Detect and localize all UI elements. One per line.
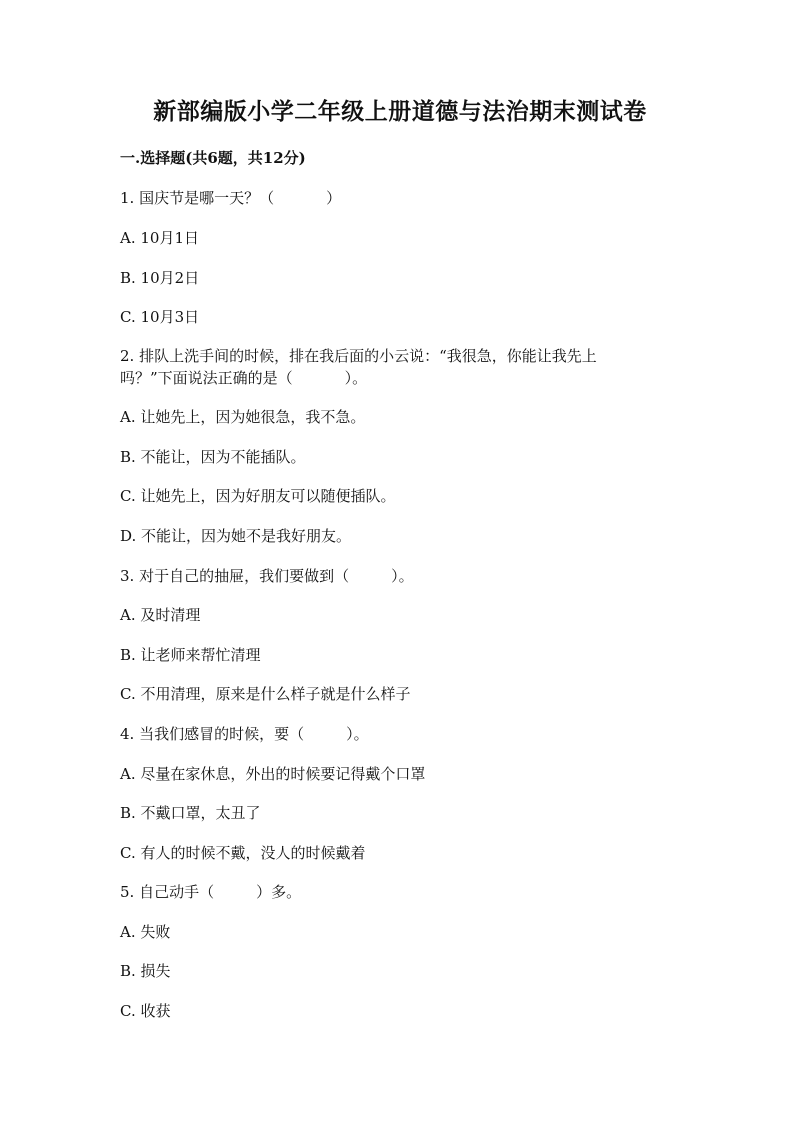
question-5-option-c: C. 收获 [120,1002,171,1020]
question-4-option-a: A. 尽量在家休息，外出的时候要记得戴个口罩 [120,765,426,783]
question-2-option-b: B. 不能让，因为不能插队。 [120,448,306,466]
question-5-stem-end: ）多。 [256,883,302,901]
question-4-stem-end: ）。 [346,725,369,743]
section-heading: 一.选择题(共6题，共12分) [120,149,306,167]
question-2-option-a: A. 让她先上，因为她很急，我不急。 [120,408,366,426]
exam-title: 新部编版小学二年级上册道德与法治期末测试卷 [153,98,647,125]
question-1-stem [120,187,341,209]
question-5-option-a: A. 失败 [120,923,171,941]
question-4-stem-text: 4. 当我们感冒的时候，要（ [120,725,305,743]
question-2-stem-line1: 2. 排队上洗手间的时候，排在我后面的小云说：“我很急，你能让我先上 [120,347,597,365]
question-3-option-c: C. 不用清理，原来是什么样子就是什么样子 [120,685,411,703]
question-2-stem-end: ）。 [344,369,368,387]
question-1-option-b: B. 10月2日 [120,269,200,287]
question-4-option-c: C. 有人的时候不戴，没人的时候戴着 [120,844,366,862]
question-1-stem-text: 1. 国庆节是哪一天？（ [120,189,275,207]
question-1-option-a: A. 10月1日 [120,229,199,247]
question-3-stem [120,565,414,587]
question-3-stem-text: 3. 对于自己的抽屉，我们要做到（ [120,567,350,585]
question-3-stem-end: ）。 [391,567,414,585]
question-3-option-a: A. 及时清理 [120,606,201,624]
question-2-option-c: C. 让她先上，因为好朋友可以随便插队。 [120,487,396,505]
question-2-stem-line2 [120,367,367,389]
question-4-option-b: B. 不戴口罩，太丑了 [120,804,261,822]
question-4-stem [120,723,369,745]
question-2-option-d: D. 不能让，因为她不是我好朋友。 [120,527,352,545]
question-2-stem-text: 吗？”下面说法正确的是（ [120,369,293,387]
question-5-option-b: B. 损失 [120,962,171,980]
question-1-stem-end: ） [326,189,342,207]
question-5-stem-text: 5. 自己动手（ [120,883,215,901]
question-3-option-b: B. 让老师来帮忙清理 [120,646,261,664]
question-5-stem [120,881,301,903]
question-1-option-c: C. 10月3日 [120,308,200,326]
